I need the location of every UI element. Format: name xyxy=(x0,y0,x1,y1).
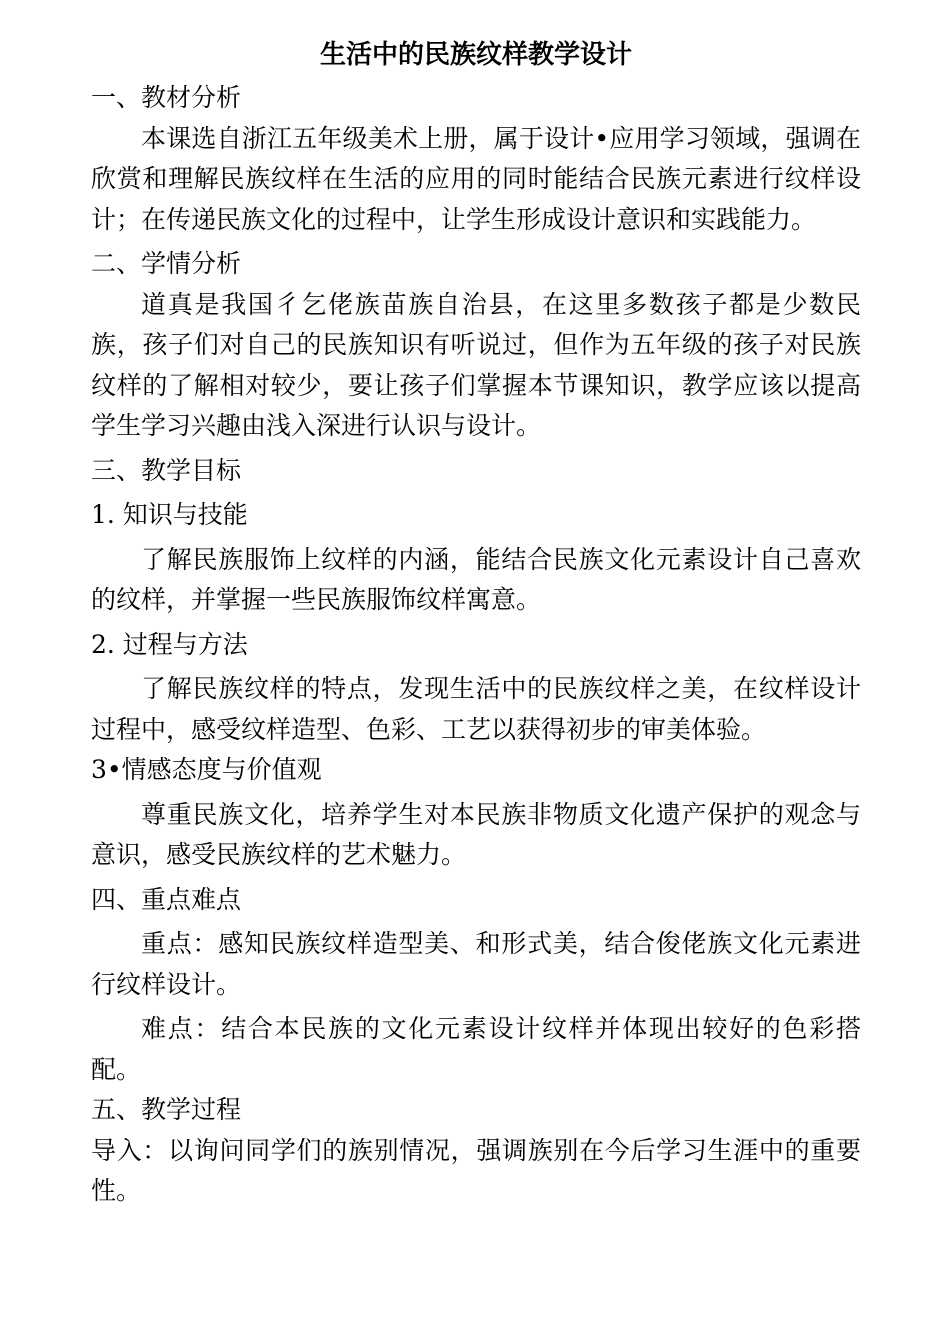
section-heading-student-analysis: 二、学情分析 xyxy=(91,249,242,278)
document-title: 生活中的民族纹样教学设计 xyxy=(319,40,632,70)
goal-heading-process-methods: 2. 过程与方法 xyxy=(91,629,248,659)
section-heading-key-difficult-points: 四、重点难点 xyxy=(91,884,242,914)
paragraph-student-analysis: 道真是我国彳乞佬族苗族自治县，在这里多数孩子都是少数民族，孩子们对自己的民族知识有听说过，但作为五年级的孩子对民族纹样的了解相对较少，要让孩子们掌握本节课知识，教学应该以提高学生学习兴趣由浅入深进行认识与设计。 xyxy=(91,289,861,440)
paragraph-key-point: 重点：感知民族纹样造型美、和形式美，结合俊佬族文化元素进行纹样设计。 xyxy=(91,929,861,999)
section-heading-teaching-process: 五、教学过程 xyxy=(91,1095,242,1124)
goal-heading-attitude-values: 3•情感态度与价值观 xyxy=(91,755,322,784)
goal-text-knowledge-skills: 了解民族服饰上纹样的内涵，能结合民族文化元素设计自己喜欢的纹样，并掌握一些民族服饰纹样寓意。 xyxy=(91,544,861,614)
section-heading-textbook-analysis: 一、教材分析 xyxy=(91,83,242,112)
paragraph-introduction: 导入：以询问同学们的族别情况，强调族别在今后学习生涯中的重要性。 xyxy=(91,1135,861,1205)
goal-heading-knowledge-skills: 1. 知识与技能 xyxy=(91,500,248,529)
goal-text-process-methods: 了解民族纹样的特点，发现生活中的民族纹样之美，在纹样设计过程中，感受纹样造型、色彩、工艺以获得初步的审美体验。 xyxy=(91,674,861,744)
goal-text-attitude-values: 尊重民族文化，培养学生对本民族非物质文化遗产保护的观念与意识，感受民族纹样的艺术魅力。 xyxy=(91,799,861,869)
paragraph-difficulty: 难点：结合本民族的文化元素设计纹样并体现出较好的色彩搭配。 xyxy=(91,1014,861,1084)
section-heading-teaching-goals: 三、教学目标 xyxy=(91,455,242,485)
document-content xyxy=(91,38,861,1212)
paragraph-textbook-analysis: 本课选自浙江五年级美术上册，属于设计•应用学习领域，强调在欣赏和理解民族纹样在生活的应用的同时能结合民族元素进行纹样设计；在传递民族文化的过程中，让学生形成设计意识和实践能力。 xyxy=(91,123,861,234)
